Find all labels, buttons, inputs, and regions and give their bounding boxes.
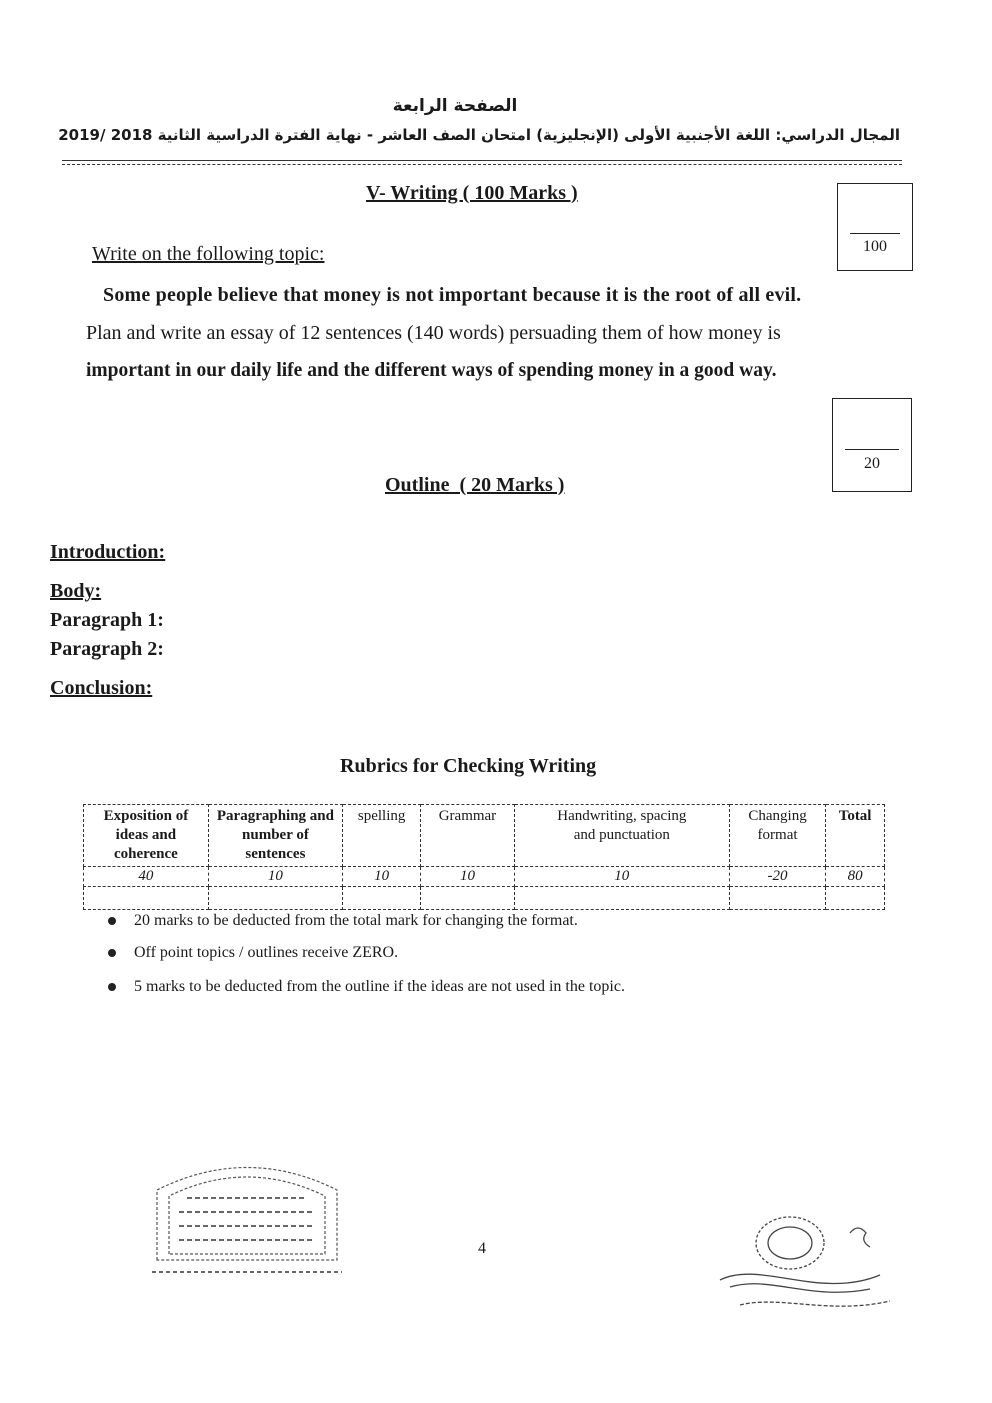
rubric-note-1 [108, 912, 578, 930]
rubric-value: 10 [421, 867, 514, 887]
rubric-note-2 [108, 944, 398, 962]
rubric-note-3 [108, 978, 625, 996]
outline-paragraph-2: Paragraph 2: [50, 638, 164, 660]
rubric-value: 10 [514, 867, 729, 887]
outline-introduction: Introduction: [50, 541, 166, 563]
rubric-score-cell [826, 887, 885, 910]
rubric-score-cell [343, 887, 421, 910]
subject-line: المجال الدراسي: اللغة الأجنبية الأولى (الإنجليزية) امتحان الصف العاشر - نهاية الفترة الدراسية الثانية 2018 /2019 [58, 126, 900, 144]
prompt-label: Write on the following topic: [92, 243, 325, 265]
outline-mark-line [845, 449, 899, 450]
header-rule-2 [62, 164, 902, 165]
rubric-header: Total [826, 805, 885, 867]
rubric-header: Changing format [729, 805, 825, 867]
outline-mark-total: 20 [864, 455, 880, 472]
outline-conclusion: Conclusion: [50, 677, 153, 699]
rubric-score-cell [514, 887, 729, 910]
rubric-value: 10 [343, 867, 421, 887]
topic-line-3: important in our daily life and the different ways of spending money in a good way. [86, 360, 777, 381]
topic-line-2: Plan and write an essay of 12 sentences (140 words) persuading them of how money is [86, 322, 781, 344]
rubric-header: Exposition of ideas and coherence [84, 805, 209, 867]
page-number: 4 [478, 1240, 486, 1257]
rubric-score-cell [729, 887, 825, 910]
rubric-note-text: Off point topics / outlines receive ZERO. [134, 944, 399, 961]
outline-title: Outline ( 20 Marks ) [385, 474, 565, 496]
signature-seal-icon [700, 1205, 900, 1335]
page-label: الصفحة الرابعة [392, 96, 518, 116]
rubric-score-cell [208, 887, 342, 910]
rubric-value: -20 [729, 867, 825, 887]
outline-body: Body: [50, 580, 102, 602]
writing-mark-box [837, 183, 913, 271]
rubric-score-cell [421, 887, 514, 910]
rubric-header-row [84, 805, 885, 867]
rubric-header: Paragraphing and number of sentences [208, 805, 342, 867]
rubric-value: 10 [208, 867, 342, 887]
rubric-header: Grammar [421, 805, 514, 867]
rubric-table [83, 804, 885, 910]
rubric-score-cell [84, 887, 209, 910]
rubric-note-text: 5 marks to be deducted from the outline if the ideas are not used in the topic. [134, 978, 625, 995]
rubric-value: 40 [84, 867, 209, 887]
rubric-header: Handwriting, spacing and punctuation [514, 805, 729, 867]
rubric-title: Rubrics for Checking Writing [340, 755, 597, 777]
bullet-icon [108, 949, 116, 957]
bullet-icon [108, 983, 116, 991]
writing-mark-line [850, 233, 900, 234]
writing-section-title: V- Writing ( 100 Marks ) [366, 182, 578, 204]
official-stamp-icon [147, 1150, 347, 1280]
bullet-icon [108, 917, 116, 925]
writing-mark-total: 100 [863, 238, 887, 255]
outline-paragraph-1: Paragraph 1: [50, 609, 164, 631]
outline-mark-box [832, 398, 912, 492]
rubric-values-row [84, 867, 885, 887]
rubric-value: 80 [826, 867, 885, 887]
header-rule [62, 160, 902, 161]
rubric-header: spelling [343, 805, 421, 867]
rubric-note-text: 20 marks to be deducted from the total mark for changing the format. [134, 912, 578, 929]
topic-line-1: Some people believe that money is not important because it is the root of all evil. [103, 284, 802, 306]
rubric-score-row [84, 887, 885, 910]
